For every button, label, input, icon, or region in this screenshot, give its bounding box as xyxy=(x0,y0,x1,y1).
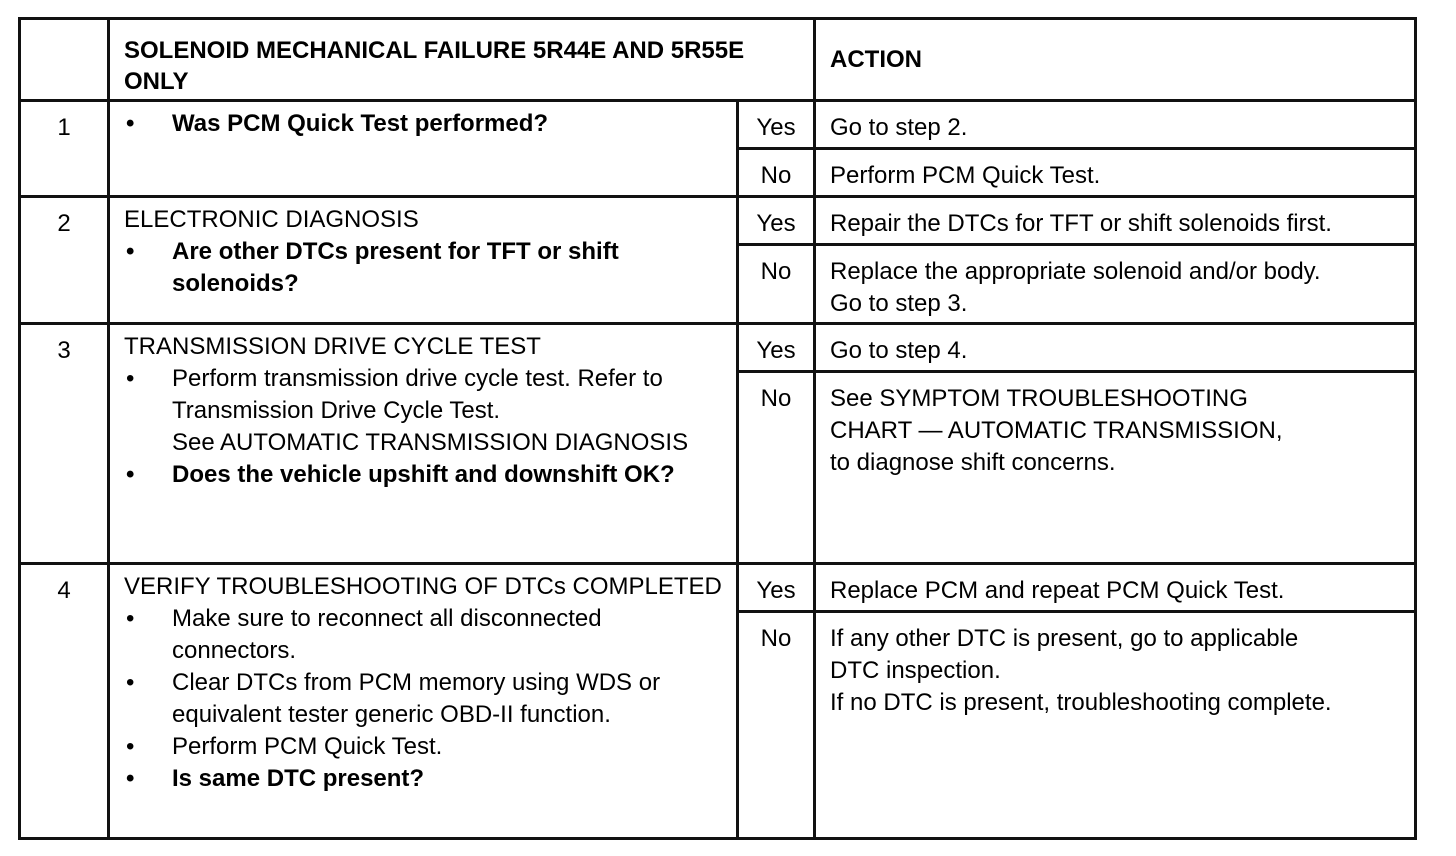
step-3-question: • Does the vehicle upshift and downshift OK? xyxy=(124,459,722,491)
step-4-description xyxy=(109,564,738,839)
bullet: • xyxy=(126,733,135,760)
no-action: See SYMPTOM TROUBLESHOOTING CHART — AUTOMATIC TRANSMISSION, to diagnose shift concerns. xyxy=(815,372,1416,564)
step-number: 1 xyxy=(20,101,109,197)
no-label: No xyxy=(738,612,815,839)
step-number: 4 xyxy=(20,564,109,839)
yes-label: Yes xyxy=(738,101,815,149)
diagnostic-table xyxy=(18,17,1417,840)
step-number: 2 xyxy=(20,197,109,324)
yes-label: Yes xyxy=(738,324,815,372)
no-action: If any other DTC is present, go to applicable DTC inspection. If no DTC is present, troubleshooting complete. xyxy=(815,612,1416,839)
yes-label: Yes xyxy=(738,197,815,245)
step-1-question: • Was PCM Quick Test performed? xyxy=(124,108,722,140)
step-2-yes-row xyxy=(20,197,1416,245)
table-title: SOLENOID MECHANICAL FAILURE 5R44E AND 5R55E ONLY xyxy=(109,19,815,101)
header-row xyxy=(20,19,1416,101)
bullet: • xyxy=(126,238,135,265)
step-heading: VERIFY TROUBLESHOOTING OF DTCs COMPLETED xyxy=(124,573,722,600)
step-2-description xyxy=(109,197,738,324)
step-2-question: • Are other DTCs present for TFT or shift solenoids? xyxy=(126,238,619,297)
step-3-yes-row xyxy=(20,324,1416,372)
action-header: ACTION xyxy=(815,19,1416,101)
yes-action: Go to step 2. xyxy=(815,101,1416,149)
header-step-cell xyxy=(20,19,109,101)
no-label: No xyxy=(738,245,815,324)
step-heading: TRANSMISSION DRIVE CYCLE TEST xyxy=(124,333,541,360)
step-3-description xyxy=(109,324,738,564)
step-3-instruction: • Perform transmission drive cycle test. Refer to Transmission Drive Cycle Test. See AUTOMATIC TRANSMISSION DIAGNOSIS xyxy=(126,365,689,456)
step-4-instruction: • Clear DTCs from PCM memory using WDS or equivalent tester generic OBD-II function. xyxy=(126,669,661,728)
no-action: Replace the appropriate solenoid and/or body. Go to step 3. xyxy=(815,245,1416,324)
step-1-description xyxy=(109,101,738,197)
bullet: • xyxy=(126,765,135,792)
yes-label: Yes xyxy=(738,564,815,612)
yes-action: Go to step 4. xyxy=(815,324,1416,372)
yes-action: Replace PCM and repeat PCM Quick Test. xyxy=(815,564,1416,612)
no-label: No xyxy=(738,372,815,564)
bullet: • xyxy=(126,605,135,632)
step-number: 3 xyxy=(20,324,109,564)
yes-action: Repair the DTCs for TFT or shift solenoids first. xyxy=(815,197,1416,245)
step-heading: ELECTRONIC DIAGNOSIS xyxy=(124,206,419,233)
bullet: • xyxy=(126,110,135,137)
step-1-yes-row xyxy=(20,101,1416,149)
step-4-question: • Is same DTC present? xyxy=(124,763,722,795)
no-action: Perform PCM Quick Test. xyxy=(815,149,1416,197)
bullet: • xyxy=(126,461,135,488)
bullet: • xyxy=(126,365,135,392)
step-4-yes-row xyxy=(20,564,1416,612)
step-4-instruction: • Make sure to reconnect all disconnected connectors. xyxy=(126,605,602,664)
bullet: • xyxy=(126,669,135,696)
step-4-instruction: • Perform PCM Quick Test. xyxy=(124,731,722,763)
no-label: No xyxy=(738,149,815,197)
